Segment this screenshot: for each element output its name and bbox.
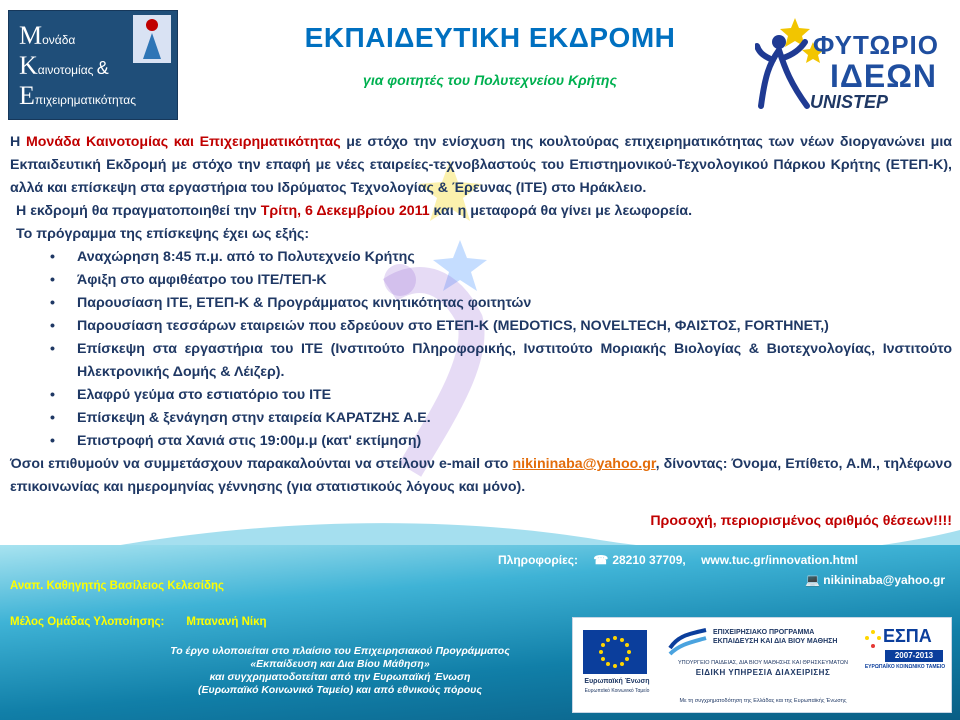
funding-line: Το έργο υλοποιείται στο πλαίσιο του Επιχειρησιακού Προγράμματος <box>170 645 510 657</box>
contact-info <box>498 553 948 567</box>
funding-line: και συγχρηματοδοτείται από την Ευρωπαϊκή Ένωση <box>209 671 471 683</box>
limited-seats-notice: Προσοχή, περιορισμένος αριθμός θέσεων!!!! <box>650 513 952 529</box>
info-label: Πληροφορίες: <box>498 553 579 567</box>
funding-line: «Εκπαίδευση και Δια Βίου Μάθηση» <box>250 658 430 670</box>
email-link[interactable]: nikininaba@yahoo.gr <box>512 456 656 472</box>
closing-paragraph <box>10 453 952 499</box>
footer-email-link[interactable]: nikininaba@yahoo.gr <box>823 573 945 587</box>
espa-logo <box>863 624 947 678</box>
page-title: ΕΚΠΑΙΔΕΥΤΙΚΗ ΕΚΔΡΟΜΗ <box>304 22 676 53</box>
text-span: , δίνοντας: Όνομα, Επίθετο, Α.Μ., τηλέφωνο επικοινωνίας και ημερομηνίας γέννησης (για στατιστικούς λόγους και μόνο). <box>10 456 952 495</box>
logo-word: ΦΥΤΩΡΙΟ <box>813 30 940 60</box>
contact-email <box>770 573 945 587</box>
text-span: και η μεταφορά θα γίνει με λεωφορεία. <box>429 203 693 219</box>
professor-name: Αναπ. Καθηγητής Βασίλειος Κελεσίδης <box>10 580 224 592</box>
list-item: • Επίσκεψη στα εργαστήρια του ΙΤΕ (Ινστιτούτο Πληροφορικής, Ινστιτούτο Μοριακής Βιολογίας & Βιοτεχνολογίας, Ινστιτούτο Ηλεκτρονικής Δομής & Λέιζερ). <box>50 338 952 384</box>
text-span: Όσοι επιθυμούν να συμμετάσχουν παρακαλούνται να στείλουν e-mail στο <box>10 456 513 472</box>
computer-icon: 💻 <box>804 573 820 587</box>
ep-agency: ΕΙΔΙΚΗ ΥΠΗΡΕΣΙΑ ΔΙΑΧΕΙΡΙΣΗΣ <box>695 668 831 677</box>
logo-ampersand: & <box>96 58 109 78</box>
cofunding-note: Με τη συγχρηματοδότηση της Ελλάδας και της Ευρωπαϊκής Ένωσης <box>679 698 847 704</box>
announcement-body <box>10 131 952 499</box>
ep-title: ΕΠΙΧΕΙΡΗΣΙΑΚΟ ΠΡΟΓΡΑΜΜΑ ΕΚΠΑΙΔΕΥΣΗ ΚΑΙ ΔΙΑ ΒΙΟΥ ΜΑΘΗΣΗ <box>713 629 838 645</box>
logo-word: αινοτομίας <box>37 63 94 77</box>
eu-sublabel: Ευρωπαϊκό Κοινωνικό Ταμείο <box>584 688 650 694</box>
list-item: • Επιστροφή στα Χανιά στις 19:00μ.μ (κατ' εκτίμηση) <box>50 430 952 453</box>
intro-paragraph <box>10 131 952 200</box>
espa-stars-icon <box>863 628 883 652</box>
text-span: με στόχο την ενίσχυση της κουλτούρας επιχειρηματικότητας των νέων διοργανώνει μια Εκπαιδευτική Εκδρομή με στόχο την επαφή με νέες εταιρείες-τεχνοβλαστούς του Επιστημονικού-Τεχνολογικού Πάρκου Κρήτης (ΕΤΕΠ-Κ), αλλά και επίσκεψη στα εργαστήρια του Ιδρύματος Τεχνολογίας & Έρευνας (ΙΤΕ) στο Ηράκλειο. <box>10 134 952 196</box>
logo-word: ονάδα <box>42 33 76 47</box>
team-member-role: Μέλος Ομάδας Υλοποίησης: <box>10 616 165 628</box>
logo-letter: Κ <box>19 51 38 80</box>
logo-word: ΙΔΕΩΝ <box>830 58 937 94</box>
ep-ministry: ΥΠΟΥΡΓΕΙΟ ΠΑΙΔΕΙΑΣ, ΔΙΑ ΒΙΟΥ ΜΑΘΗΣΗΣ ΚΑΙ ΘΡΗΣΚΕΥΜΑΤΩΝ <box>677 660 849 666</box>
espa-label: ΕΣΠΑ <box>883 626 932 646</box>
list-item: • Παρουσίαση ΙΤΕ, ΕΤΕΠ-Κ & Προγράμματος κινητικότητας φοιτητών <box>50 292 952 315</box>
ep-logo-icon <box>668 626 708 656</box>
list-item: • Άφιξη στο αμφιθέατρο του ΙΤΕ/ΤΕΠ-Κ <box>50 269 952 292</box>
funding-statement <box>110 645 570 697</box>
organization-name: Μονάδα Καινοτομίας και Επιχειρηματικότητας <box>25 134 341 150</box>
logo-letter: Μ <box>19 21 43 50</box>
figure-icon <box>133 15 171 63</box>
eu-label: Ευρωπαϊκή Ένωση <box>584 678 650 685</box>
unistep-logo <box>755 12 955 117</box>
mke-logo <box>8 10 178 120</box>
sponsor-logos <box>572 617 952 713</box>
list-item: • Αναχώρηση 8:45 π.μ. από το Πολυτεχνείο Κρήτης <box>50 246 952 269</box>
phone-icon: ☎ <box>593 553 609 567</box>
program-list <box>10 246 952 453</box>
list-item: • Επίσκεψη & ξενάγηση στην εταιρεία ΚΑΡΑΤΖΗΣ Α.Ε. <box>50 407 952 430</box>
funding-line: (Ευρωπαϊκό Κοινωνικό Ταμείο) και από εθνικούς πόρους <box>198 684 482 696</box>
list-item: • Παρουσίαση τεσσάρων εταιρειών που εδρεύουν στο ΕΤΕΠ-Κ (MEDOTICS, NOVELTECH, ΦΑΙΣΤΟΣ, FORTHNET,) <box>50 315 952 338</box>
logo-word: UNISTEP <box>810 92 889 112</box>
date-paragraph <box>10 200 952 223</box>
website-link[interactable]: www.tuc.gr/innovation.html <box>701 553 858 567</box>
espa-eu: ΕΥΡΩΠΑΪΚΟ ΚΟΙΝΩΝΙΚΟ ΤΑΜΕΙΟ <box>864 664 946 670</box>
page-subtitle: για φοιτητές του Πολυτεχνείου Κρήτης <box>363 72 617 88</box>
logo-letter: Ε <box>19 81 35 110</box>
program-heading: Το πρόγραμμα της επίσκεψης έχει ως εξής: <box>16 226 310 242</box>
espa-years: 2007-2013 <box>885 650 943 662</box>
trip-date: Τρίτη, 6 Δεκεμβρίου 2011 <box>260 203 430 219</box>
team-member-name: Μπανανή Νίκη <box>186 616 267 628</box>
team-member <box>10 616 267 628</box>
logo-word: πιχειρηματικότητας <box>34 93 136 107</box>
text-span: Η εκδρομή θα πραγματοποιηθεί την <box>16 203 261 219</box>
phone-number: 28210 37709, <box>612 553 686 567</box>
eu-flag-icon <box>583 630 647 674</box>
list-item: • Ελαφρύ γεύμα στο εστιατόριο του ΙΤΕ <box>50 384 952 407</box>
text-span: Η <box>10 134 26 150</box>
